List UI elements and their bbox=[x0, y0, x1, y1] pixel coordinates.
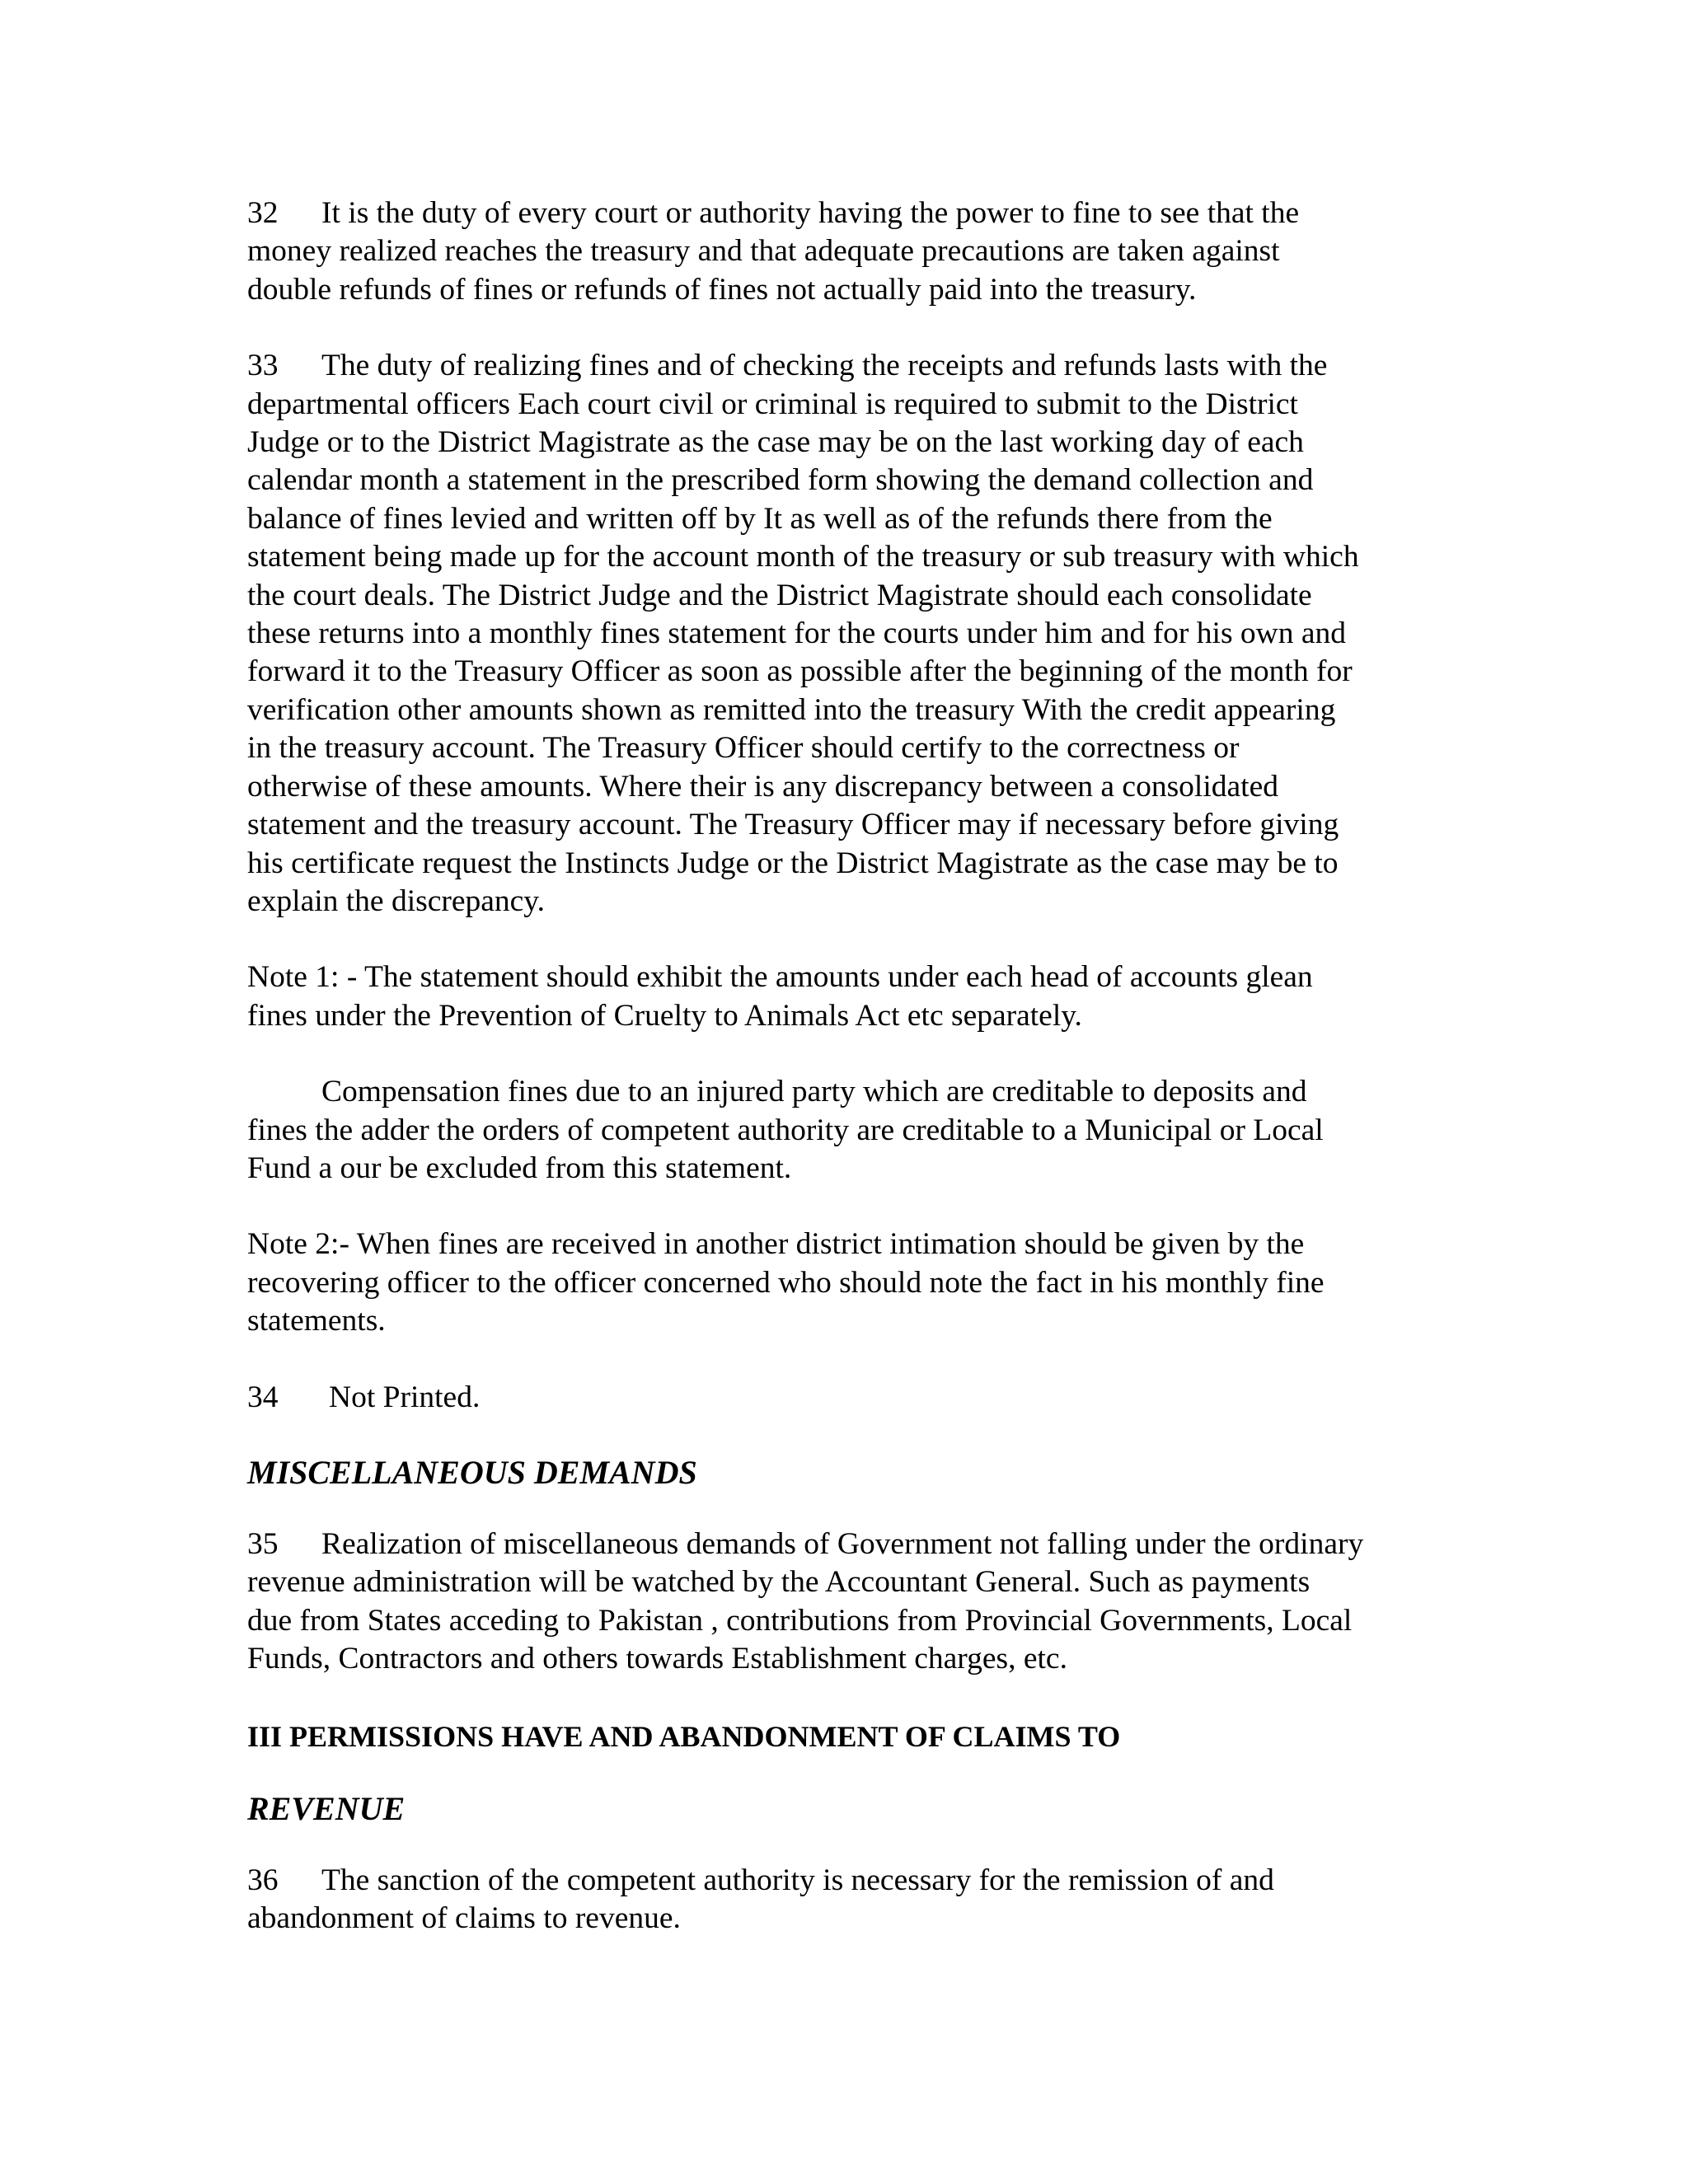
paragraph-35 bbox=[247, 1526, 1451, 1679]
section-heading-permissions: III PERMISSIONS HAVE AND ABANDONMENT OF CLAIMS TO bbox=[247, 1719, 1121, 1753]
line-text: Not Printed. bbox=[329, 1380, 481, 1414]
paragraph-line bbox=[247, 194, 1451, 232]
paragraph-line: the court deals. The District Judge and the District Magistrate should each consolidate bbox=[247, 578, 1312, 612]
paragraph-line: statements. bbox=[247, 1304, 386, 1338]
paragraph-line bbox=[247, 1862, 1451, 1900]
line-text: The duty of realizing fines and of checking the receipts and refunds lasts with the bbox=[321, 349, 1328, 383]
paragraph-line: fines the adder the orders of competent authority are creditable to a Municipal or Local bbox=[247, 1113, 1324, 1147]
paragraph-line: Note 2:- When fines are received in another district intimation should be given by the bbox=[247, 1227, 1305, 1262]
page-content bbox=[247, 194, 1451, 1975]
line-text: It is the duty of every court or authority having the power to fine to see that the bbox=[321, 196, 1300, 230]
note-2 bbox=[247, 1226, 1451, 1340]
paragraph-line: statement and the treasury account. The Treasury Officer may if necessary before giving bbox=[247, 808, 1339, 842]
paragraph-line: statement being made up for the account month of the treasury or sub treasury with which bbox=[247, 540, 1359, 574]
line-text: Realization of miscellaneous demands of Government not falling under the ordinary bbox=[321, 1526, 1364, 1561]
section-heading-revenue: REVENUE bbox=[247, 1789, 406, 1827]
paragraph-line: Fund a our be excluded from this statement. bbox=[247, 1151, 792, 1185]
paragraph-line bbox=[247, 1379, 1451, 1417]
paragraph-line: explain the discrepancy. bbox=[247, 883, 545, 918]
paragraph-line: due from States acceding to Pakistan , contributions from Provincial Governments, Local bbox=[247, 1603, 1353, 1638]
paragraph-36 bbox=[247, 1862, 1451, 1938]
paragraph-line: in the treasury account. The Treasury Officer should certify to the correctness or bbox=[247, 731, 1240, 766]
paragraph-line: revenue administration will be watched by the Accountant General. Such as payments bbox=[247, 1565, 1311, 1600]
paragraph-number: 34 bbox=[247, 1380, 279, 1414]
paragraph-line: money realized reaches the treasury and that adequate precautions are taken against bbox=[247, 234, 1280, 269]
paragraph-line: departmental officers Each court civil or criminal is required to submit to the District bbox=[247, 387, 1298, 421]
paragraph-line: forward it to the Treasury Officer as soon as possible after the beginning of the month for bbox=[247, 654, 1353, 689]
paragraph-number: 32 bbox=[247, 196, 279, 230]
line-text: Compensation fines due to an injured party which are creditable to deposits and bbox=[321, 1075, 1307, 1109]
paragraph-line: Judge or to the District Magistrate as the case may be on the last working day of each bbox=[247, 425, 1304, 460]
paragraph-line bbox=[247, 1073, 1451, 1111]
paragraph-line: his certificate request the Instincts Judge or the District Magistrate as the case may be to bbox=[247, 846, 1339, 880]
paragraph-line bbox=[247, 347, 1451, 385]
paragraph-line: otherwise of these amounts. Where their is any discrepancy between a consolidated bbox=[247, 769, 1278, 804]
paragraph-number: 35 bbox=[247, 1526, 279, 1561]
paragraph-32 bbox=[247, 194, 1451, 309]
paragraph-line: verification other amounts shown as remitted into the treasury With the credit appearing bbox=[247, 692, 1336, 727]
paragraph-line bbox=[247, 1526, 1451, 1563]
paragraph-number: 33 bbox=[247, 349, 279, 383]
paragraph-line: abandonment of claims to revenue. bbox=[247, 1901, 681, 1935]
paragraph-line: balance of fines levied and written off by It as well as of the refunds there from the bbox=[247, 501, 1273, 536]
paragraph-34 bbox=[247, 1379, 1451, 1417]
paragraph-number: 36 bbox=[247, 1863, 279, 1897]
paragraph-line: these returns into a monthly fines statement for the courts under him and for his own and bbox=[247, 616, 1347, 651]
line-text: The sanction of the competent authority is necessary for the remission of and bbox=[321, 1863, 1274, 1897]
paragraph-line: Note 1: - The statement should exhibit the amounts under each head of accounts glean bbox=[247, 960, 1313, 995]
paragraph-line: Funds, Contractors and others towards Establishment charges, etc. bbox=[247, 1642, 1067, 1676]
compensation-paragraph bbox=[247, 1073, 1451, 1188]
paragraph-line: calendar month a statement in the prescribed form showing the demand collection and bbox=[247, 463, 1314, 498]
paragraph-line: fines under the Prevention of Cruelty to Animals Act etc separately. bbox=[247, 998, 1082, 1033]
section-heading-miscellaneous-demands: MISCELLANEOUS DEMANDS bbox=[247, 1453, 697, 1491]
paragraph-line: recovering officer to the officer concerned who should note the fact in his monthly fine bbox=[247, 1265, 1325, 1300]
note-1 bbox=[247, 958, 1451, 1035]
paragraph-33 bbox=[247, 347, 1451, 921]
paragraph-line: double refunds of fines or refunds of fines not actually paid into the treasury. bbox=[247, 272, 1197, 307]
